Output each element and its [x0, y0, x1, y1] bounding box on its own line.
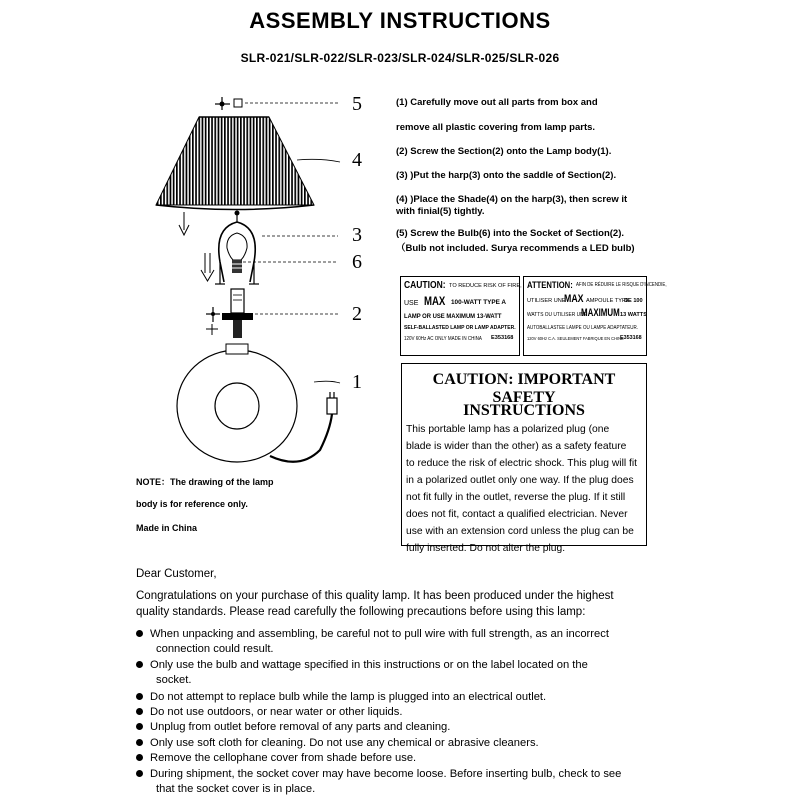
caution-box-title: CAUTION: IMPORTANT SAFETY [432, 371, 616, 406]
label-text: AMPOULE TYPE [586, 298, 630, 304]
label-text: 13 WATTS [620, 312, 647, 318]
caution-box-line: blade is wider than the other) as a safety feature [406, 441, 627, 452]
label-max-word: MAX [424, 294, 446, 308]
label-text: SELF-BALLASTED LAMP OR LAMP ADAPTER. [404, 325, 516, 331]
precaution-text: Do not use outdoors, or near water or other liquids. [150, 706, 403, 718]
step-text: remove all plastic covering from lamp parts. [396, 122, 596, 133]
caution-box-line: not fit fully in the outlet, reverse the plug. If it still [406, 492, 626, 503]
label-text: 100-WATT TYPE A [451, 299, 507, 306]
arrow-down-icon [179, 212, 189, 235]
note-text: NOTE：The drawing of the lamp [136, 477, 274, 487]
label-text: AUTOBALLASTEE LAMPE OU LAMPE ADAPTATEUR. [527, 325, 639, 331]
precaution-item [136, 752, 416, 764]
bullet-icon [136, 661, 143, 668]
step-text: (1) Carefully move out all parts from box and [396, 97, 598, 108]
bulb-part [227, 233, 338, 273]
callout-number-2: 2 [352, 303, 362, 325]
step-text: (4) )Place the Shade(4) on the harp(3), then screw it [396, 194, 628, 205]
finial-part [215, 97, 338, 110]
callout-number-6: 6 [352, 251, 362, 273]
label-text: WATTS OU UTILISER UNE [527, 312, 587, 318]
precaution-text: When unpacking and assembling, be careful not to pull wire with full strength, as an incorrect [150, 628, 609, 640]
bullet-icon [136, 630, 143, 637]
precaution-item [136, 768, 621, 780]
label-text: 120V 60Hz C.A. SEULEMENT FABRIQUE EN CHINE [527, 336, 624, 341]
caution-box-line: in a polarized outlet only one way. If the plug does [406, 475, 634, 486]
note-text: body is for reference only. [136, 499, 248, 509]
label-code: E353168 [491, 335, 514, 341]
callout-number-1: 1 [352, 371, 362, 393]
bullet-icon [136, 708, 143, 715]
caution-box-line: does not fit, contact a qualified electrician. Never [406, 509, 628, 520]
precaution-continuation: that the socket cover is in place. [156, 783, 316, 795]
document-title: ASSEMBLY INSTRUCTIONS [249, 8, 551, 33]
lamp-body-part [177, 344, 340, 462]
step-text: （Bulb not included. Surya recommends a LED bulb) [396, 243, 635, 254]
step-text: (2) Screw the Section(2) onto the Lamp body(1). [396, 146, 612, 157]
caution-box-title: INSTRUCTIONS [463, 402, 585, 419]
lampshade-part [156, 117, 340, 210]
caution-box-line: to reduce the risk of electric shock. This plug will fit [406, 458, 638, 469]
arrow-down-icon [201, 253, 214, 281]
precaution-item [136, 628, 609, 640]
made-in-text: Made in China [136, 523, 198, 533]
label-text: DE 100 [624, 298, 643, 304]
label-text: LAMP OR USE MAXIMUM 13-WATT [404, 313, 502, 320]
bullet-icon [136, 754, 143, 761]
step-text: (5) Screw the Bulb(6) into the Socket of Section(2). [396, 228, 625, 239]
precaution-text: Do not attempt to replace bulb while the lamp is plugged into an electrical outlet. [150, 691, 547, 703]
letter-intro: quality standards. Please read carefully the following precautions before using this lamp: [136, 606, 586, 618]
label-text: UTILISER UNE [527, 298, 566, 304]
precaution-item [136, 691, 546, 703]
precaution-text: Only use the bulb and wattage specified in this instructions or on the label located on the [150, 659, 588, 671]
label-max-word: MAX [564, 293, 584, 305]
precaution-continuation: connection could result. [156, 643, 274, 655]
caution-box-line: This portable lamp has a polarized plug (one [406, 424, 610, 435]
label-text: 120V 60Hz AC ONLY MADE IN CHINA [404, 336, 482, 342]
bullet-icon [136, 693, 143, 700]
model-numbers: SLR-021/SLR-022/SLR-023/SLR-024/SLR-025/SLR-026 [240, 51, 560, 65]
caution-label-english [400, 276, 520, 356]
caution-box-line: fully inserted. Do not alter the plug. [406, 543, 566, 554]
callout-number-3: 3 [352, 224, 362, 246]
bullet-icon [136, 723, 143, 730]
caution-label-french [523, 276, 667, 356]
precaution-item [136, 737, 539, 749]
precaution-text: Unplug from outlet before removal of any parts and cleaning. [150, 721, 451, 733]
socket-section-part [206, 289, 338, 338]
callout-number-4: 4 [352, 149, 362, 171]
precaution-item [136, 659, 588, 671]
label-text: TO REDUCE RISK OF FIRE, [449, 283, 522, 289]
bullet-icon [136, 739, 143, 746]
caution-box-line: use with an extension cord unless the plug can be [406, 526, 634, 537]
letter-greeting: Dear Customer, [136, 568, 217, 580]
label-caution-word: CAUTION: [404, 280, 446, 291]
label-code: E353168 [620, 335, 642, 341]
precaution-text: During shipment, the socket cover may have become loose. Before inserting bulb, check to see [150, 768, 622, 780]
precaution-continuation: socket. [156, 674, 192, 686]
step-text: with finial(5) tightly. [396, 206, 485, 217]
bullet-icon [136, 770, 143, 777]
callout-number-5: 5 [352, 93, 362, 115]
precaution-text: Remove the cellophane cover from shade before use. [150, 752, 417, 764]
label-text: AFIN DE RÉDUIRE LE RISQUE D'INCENDIE, [576, 282, 667, 288]
label-attention-word: ATTENTION: [527, 280, 573, 290]
label-maximum-word: MAXIMUM [581, 307, 620, 319]
precaution-text: Only use soft cloth for cleaning. Do not use any chemical or abrasive cleaners. [150, 737, 539, 749]
step-text: (3) )Put the harp(3) onto the saddle of Section(2). [396, 170, 617, 181]
label-text: USE [404, 300, 419, 307]
precaution-item [136, 721, 450, 733]
precaution-item [136, 706, 402, 718]
letter-intro: Congratulations on your purchase of this quality lamp. It has been produced under the highest [136, 590, 614, 602]
lamp-exploded-diagram [150, 88, 380, 473]
